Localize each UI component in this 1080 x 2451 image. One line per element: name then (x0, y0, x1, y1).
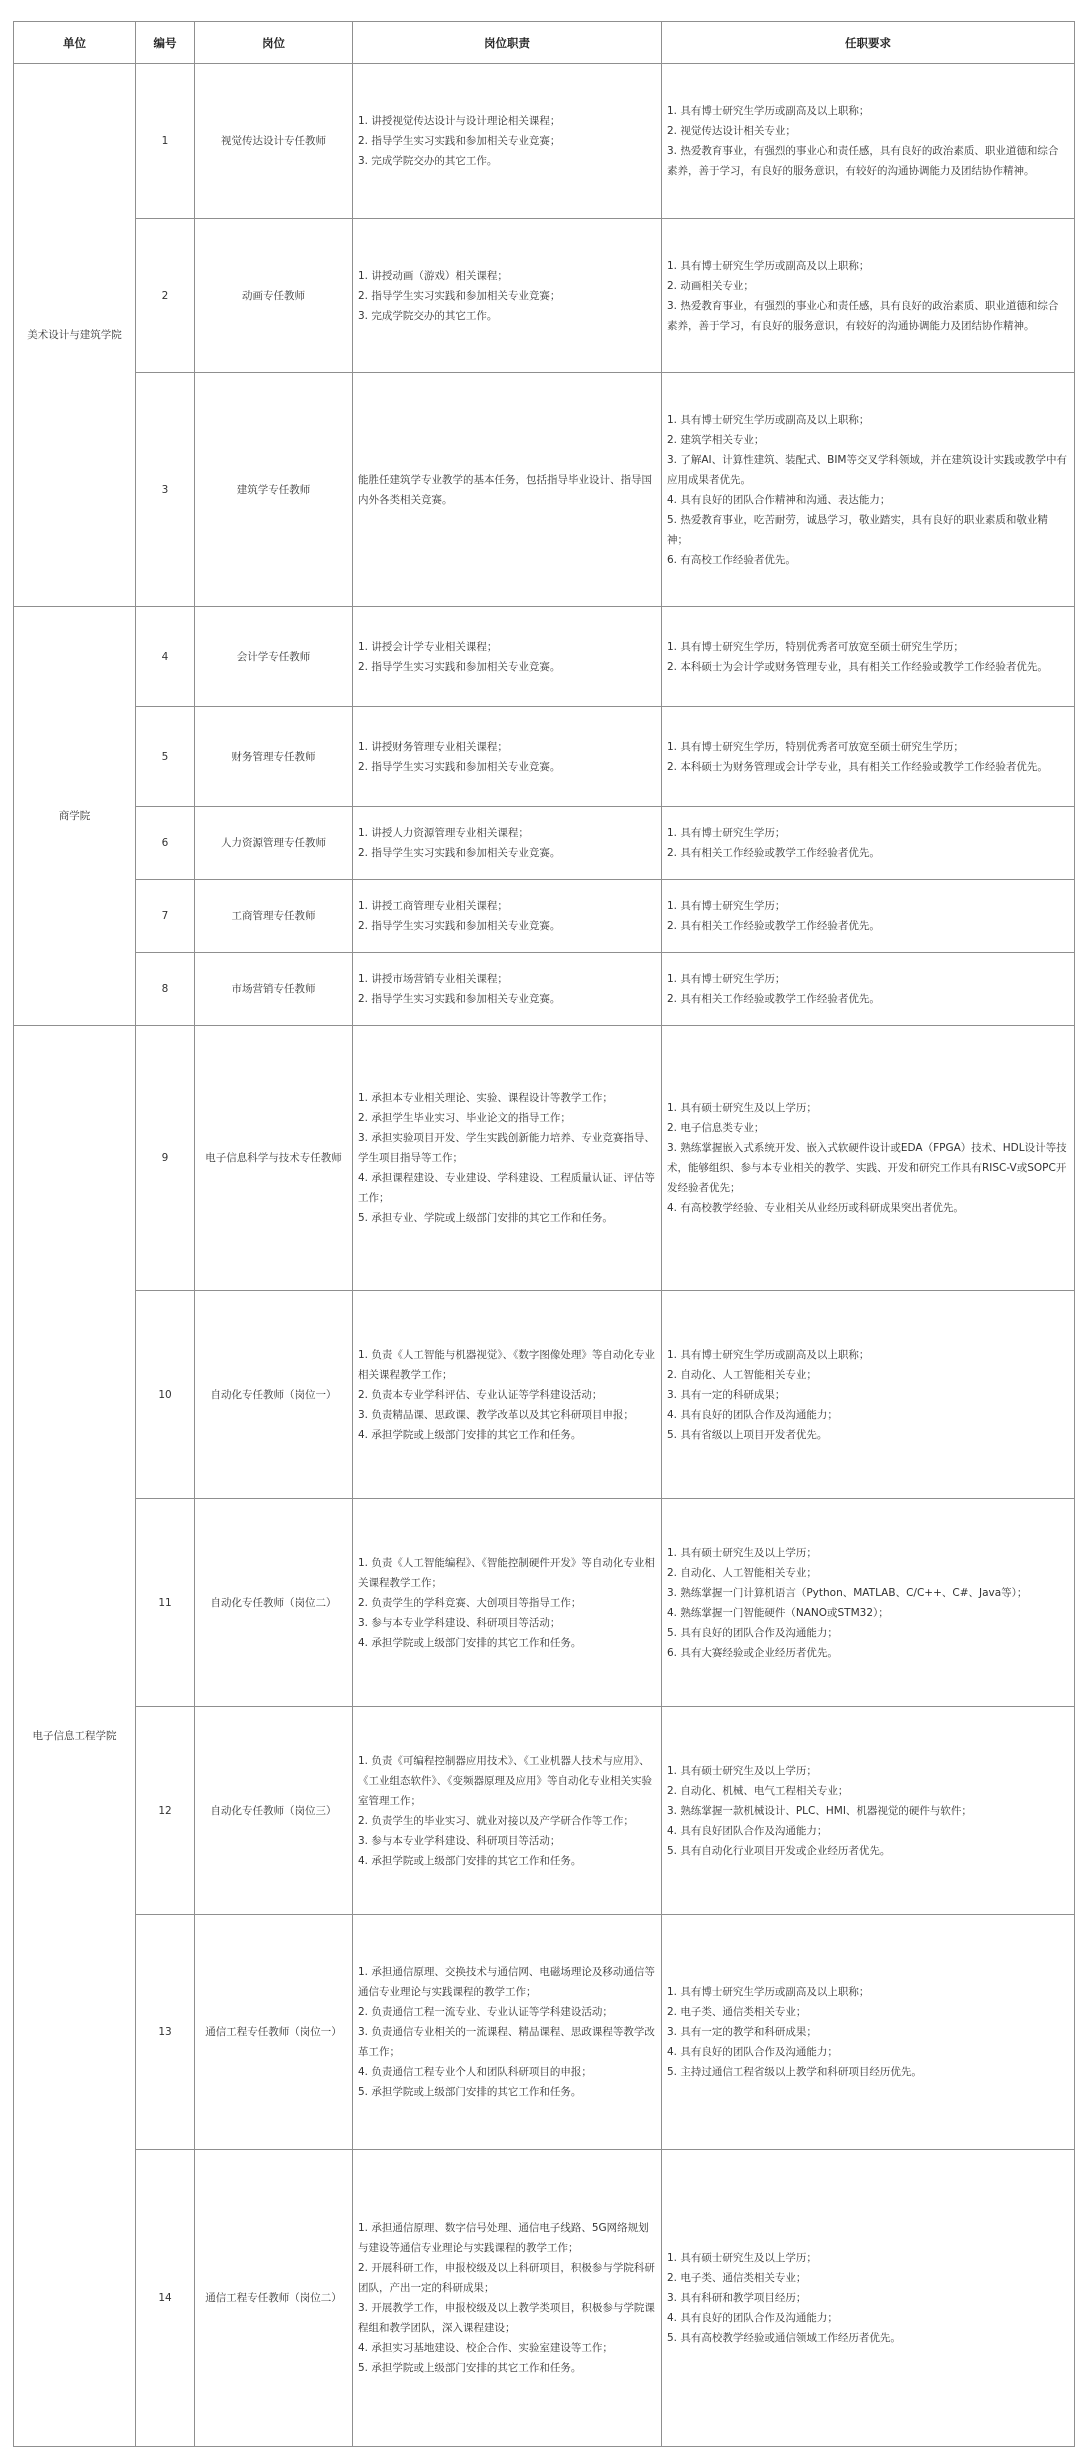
requirement-line: 2. 具有相关工作经验或教学工作经验者优先。 (667, 920, 880, 932)
requirement-line: 5. 具有良好的团队合作及沟通能力； (667, 1626, 838, 1639)
duty-line: 1. 讲授工商管理专业相关课程； (358, 900, 508, 912)
duty-line: 2. 负责学生的学科竞赛、大创项目等指导工作； (358, 1596, 582, 1609)
requirements-cell (662, 1707, 1075, 1915)
duties-cell (353, 880, 662, 953)
number-cell: 7 (136, 880, 195, 953)
number-cell: 5 (136, 707, 195, 807)
number-cell: 1 (136, 64, 195, 219)
requirements-cell (662, 707, 1075, 807)
header-requirements: 任职要求 (662, 22, 1075, 64)
duty-line: 5. 承担学院或上级部门安排的其它工作和任务。 (358, 2086, 582, 2098)
requirement-line: 2. 自动化、机械、电气工程相关专业； (667, 1784, 849, 1797)
requirement-line: 2. 建筑学相关专业； (667, 433, 765, 446)
header-post: 岗位 (195, 22, 353, 64)
duty-line: 2. 指导学生实习实践和参加相关专业竞赛； (358, 289, 561, 302)
duty-line: 2. 负责通信工程一流专业、专业认证等学科建设活动； (358, 2006, 613, 2018)
requirement-line: 2. 具有相关工作经验或教学工作经验者优先。 (667, 847, 880, 859)
table-row (14, 707, 1075, 807)
requirement-line: 2. 视觉传达设计相关专业； (667, 125, 796, 137)
requirement-line: 1. 具有硕士研究生及以上学历； (667, 1102, 817, 1114)
number-cell: 4 (136, 607, 195, 707)
requirement-line: 4. 有高校教学经验、专业相关从业经历或科研成果突出者优先。 (667, 1202, 964, 1214)
requirement-line: 1. 具有硕士研究生及以上学历； (667, 1764, 817, 1777)
table-body (14, 64, 1075, 2447)
duty-line: 1. 承担本专业相关理论、实验、课程设计等教学工作； (358, 1092, 613, 1104)
post-cell: 自动化专任教师（岗位三） (195, 1707, 353, 1915)
number-cell: 3 (136, 373, 195, 607)
duty-line: 3. 负责精品课、思政课、教学改革以及其它科研项目申报； (358, 1408, 634, 1421)
duty-line: 3. 承担实验项目开发、学生实践创新能力培养、专业竞赛指导、学生项目指导等工作； (358, 1132, 655, 1164)
header-number: 编号 (136, 22, 195, 64)
duty-line: 3. 负责通信专业相关的一流课程、精品课程、思政课程等教学改革工作； (358, 2026, 655, 2058)
requirement-line: 3. 熟练掌握一款机械设计、PLC、HMI、机器视觉的硬件与软件； (667, 1804, 972, 1817)
requirement-line: 4. 具有良好的团队合作及沟通能力； (667, 1408, 838, 1421)
post-cell: 通信工程专任教师（岗位一） (195, 1915, 353, 2150)
recruitment-table-sheet (13, 21, 1074, 2447)
requirements-cell (662, 953, 1075, 1026)
number-cell: 8 (136, 953, 195, 1026)
post-cell: 自动化专任教师（岗位二） (195, 1499, 353, 1707)
duty-line: 2. 开展科研工作，申报校级及以上科研项目，积极参与学院科研团队，产出一定的科研成果； (358, 2262, 655, 2294)
duty-line: 4. 承担学院或上级部门安排的其它工作和任务。 (358, 1854, 582, 1867)
duty-line: 3. 开展教学工作，申报校级及以上教学类项目，积极参与学院课程组和教学团队，深入课程建设； (358, 2302, 655, 2334)
requirement-line: 2. 电子信息类专业； (667, 1122, 765, 1134)
requirement-line: 5. 热爱教育事业，吃苦耐劳，诚恳学习，敬业踏实，具有良好的职业素质和敬业精神； (667, 513, 1048, 546)
requirement-line: 5. 具有高校教学经验或通信领域工作经历者优先。 (667, 2332, 901, 2344)
duty-line: 1. 承担通信原理、交换技术与通信网、电磁场理论及移动通信等通信专业理论与实践课程的教学工作； (358, 1966, 655, 1998)
requirement-line: 1. 具有博士研究生学历； (667, 827, 786, 839)
duty-line: 3. 参与本专业学科建设、科研项目等活动； (358, 1834, 561, 1847)
requirement-line: 3. 具有一定的科研成果； (667, 1388, 786, 1401)
table-row (14, 880, 1075, 953)
duty-line: 3. 完成学院交办的其它工作。 (358, 155, 498, 167)
duty-line: 2. 指导学生实习实践和参加相关专业竞赛。 (358, 760, 561, 773)
duty-line: 1. 负责《人工智能与机器视觉》、《数字图像处理》等自动化专业相关课程教学工作； (358, 1348, 655, 1381)
table-row (14, 807, 1075, 880)
number-cell: 10 (136, 1291, 195, 1499)
requirement-line: 3. 热爱教育事业，有强烈的事业心和责任感，具有良好的政治素质、职业道德和综合素养，善于学习，有良好的服务意识，有较好的沟通协调能力及团结协作精神。 (667, 299, 1059, 332)
header-duties: 岗位职责 (353, 22, 662, 64)
requirements-cell (662, 373, 1075, 607)
requirement-line: 5. 主持过通信工程省级以上教学和科研项目经历优先。 (667, 2066, 922, 2078)
requirements-cell (662, 1915, 1075, 2150)
duty-line: 4. 负责通信工程专业个人和团队科研项目的申报； (358, 2066, 592, 2078)
post-cell: 自动化专任教师（岗位一） (195, 1291, 353, 1499)
post-cell: 市场营销专任教师 (195, 953, 353, 1026)
requirement-line: 1. 具有博士研究生学历； (667, 973, 786, 985)
requirement-line: 5. 具有省级以上项目开发者优先。 (667, 1428, 828, 1441)
recruitment-table (13, 21, 1075, 2447)
duty-line: 3. 参与本专业学科建设、科研项目等活动； (358, 1616, 561, 1629)
duty-line: 2. 负责本专业学科评估、专业认证等学科建设活动； (358, 1388, 603, 1401)
requirement-line: 2. 本科硕士为财务管理或会计学专业，具有相关工作经验或教学工作经验者优先。 (667, 760, 1048, 773)
number-cell: 6 (136, 807, 195, 880)
requirement-line: 1. 具有硕士研究生及以上学历； (667, 2252, 817, 2264)
requirement-line: 4. 具有良好团队合作及沟通能力； (667, 1824, 828, 1837)
duty-line: 4. 承担课程建设、专业建设、学科建设、工程质量认证、评估等工作； (358, 1172, 655, 1204)
requirement-line: 2. 具有相关工作经验或教学工作经验者优先。 (667, 993, 880, 1005)
requirement-line: 2. 动画相关专业； (667, 279, 754, 292)
requirements-cell (662, 64, 1075, 219)
duties-cell (353, 1291, 662, 1499)
duty-line: 4. 承担实习基地建设、校企合作、实验室建设等工作； (358, 2342, 613, 2354)
table-row (14, 373, 1075, 607)
requirement-line: 1. 具有博士研究生学历或副高及以上职称； (667, 1348, 870, 1361)
duty-line: 2. 指导学生实习实践和参加相关专业竞赛。 (358, 847, 561, 859)
requirement-line: 1. 具有博士研究生学历； (667, 900, 786, 912)
header-unit: 单位 (14, 22, 136, 64)
requirements-cell (662, 2150, 1075, 2447)
requirement-line: 4. 具有良好的团队合作及沟通能力； (667, 2046, 838, 2058)
requirement-line: 1. 具有博士研究生学历或副高及以上职称； (667, 413, 870, 426)
duty-line: 2. 指导学生实习实践和参加相关专业竞赛。 (358, 920, 561, 932)
requirement-line: 2. 自动化、人工智能相关专业； (667, 1566, 817, 1579)
duty-line: 1. 负责《人工智能编程》、《智能控制硬件开发》等自动化专业相关课程教学工作； (358, 1556, 655, 1589)
requirement-line: 1. 具有博士研究生学历或副高及以上职称； (667, 1986, 870, 1998)
duty-line: 2. 指导学生实习实践和参加相关专业竞赛。 (358, 993, 561, 1005)
requirements-cell (662, 807, 1075, 880)
table-row (14, 1499, 1075, 1707)
duty-line: 4. 承担学院或上级部门安排的其它工作和任务。 (358, 1636, 582, 1649)
post-cell: 财务管理专任教师 (195, 707, 353, 807)
duty-line: 5. 承担学院或上级部门安排的其它工作和任务。 (358, 2362, 582, 2374)
number-cell: 12 (136, 1707, 195, 1915)
duty-line: 2. 承担学生毕业实习、毕业论文的指导工作； (358, 1112, 571, 1124)
requirement-line: 6. 具有大赛经验或企业经历者优先。 (667, 1646, 838, 1659)
duties-cell (353, 807, 662, 880)
post-cell: 人力资源管理专任教师 (195, 807, 353, 880)
requirement-line: 3. 熟练掌握嵌入式系统开发、嵌入式软硬件设计或EDA（FPGA）技术、HDL设计等技术，能够组织、参与本专业相关的教学、实践、开发和研究工作具有RISC-V或SOPC开发经验者优先； (667, 1142, 1067, 1194)
duty-line: 1. 讲授人力资源管理专业相关课程； (358, 827, 529, 839)
duties-cell (353, 373, 662, 607)
duty-line: 2. 指导学生实习实践和参加相关专业竞赛； (358, 135, 561, 147)
post-cell: 会计学专任教师 (195, 607, 353, 707)
duty-line: 2. 负责学生的毕业实习、就业对接以及产学研合作等工作； (358, 1814, 634, 1827)
table-row (14, 953, 1075, 1026)
requirement-line: 1. 具有博士研究生学历，特别优秀者可放宽至硕士研究生学历； (667, 740, 964, 753)
requirement-line: 4. 具有良好的团队合作精神和沟通、表达能力； (667, 493, 891, 506)
duties-cell (353, 64, 662, 219)
requirement-line: 4. 具有良好的团队合作及沟通能力； (667, 2312, 838, 2324)
duties-cell (353, 1026, 662, 1291)
requirement-line: 3. 具有一定的教学和科研成果； (667, 2026, 817, 2038)
post-cell: 动画专任教师 (195, 219, 353, 373)
duty-line: 1. 负责《可编程控制器应用技术》、《工业机器人技术与应用》、《工业组态软件》、《变频器原理及应用》等自动化专业相关实验室管理工作； (358, 1754, 652, 1807)
duty-line: 1. 承担通信原理、数字信号处理、通信电子线路、5G网络规划与建设等通信专业理论与实践课程的教学工作； (358, 2222, 649, 2254)
requirement-line: 1. 具有博士研究生学历或副高及以上职称； (667, 259, 870, 272)
requirements-cell (662, 1291, 1075, 1499)
requirement-line: 5. 具有自动化行业项目开发或企业经历者优先。 (667, 1844, 891, 1857)
duty-line: 4. 承担学院或上级部门安排的其它工作和任务。 (358, 1428, 582, 1441)
post-cell: 工商管理专任教师 (195, 880, 353, 953)
requirement-line: 2. 电子类、通信类相关专业； (667, 2006, 807, 2018)
duty-line: 1. 讲授会计学专业相关课程； (358, 640, 498, 653)
number-cell: 2 (136, 219, 195, 373)
duty-line: 1. 讲授财务管理专业相关课程； (358, 740, 508, 753)
requirements-cell (662, 1026, 1075, 1291)
duties-cell (353, 1707, 662, 1915)
table-row (14, 1026, 1075, 1291)
requirement-line: 4. 熟练掌握一门智能硬件（NANO或STM32）； (667, 1606, 889, 1619)
table-row (14, 2150, 1075, 2447)
duty-line: 1. 讲授视觉传达设计与设计理论相关课程； (358, 115, 561, 127)
duty-line: 1. 讲授市场营销专业相关课程； (358, 973, 508, 985)
post-cell: 电子信息科学与技术专任教师 (195, 1026, 353, 1291)
duty-line: 1. 讲授动画（游戏）相关课程； (358, 269, 508, 282)
duty-line: 能胜任建筑学专业教学的基本任务，包括指导毕业设计、指导国内外各类相关竞赛。 (358, 473, 652, 506)
post-cell: 通信工程专任教师（岗位二） (195, 2150, 353, 2447)
requirement-line: 3. 了解AI、计算性建筑、装配式、BIM等交叉学科领域，并在建筑设计实践或教学中有应用成果者优先。 (667, 453, 1067, 486)
table-row (14, 1291, 1075, 1499)
unit-cell: 美术设计与建筑学院 (14, 64, 136, 607)
duties-cell (353, 1499, 662, 1707)
requirement-line: 1. 具有博士研究生学历或副高及以上职称； (667, 105, 870, 117)
number-cell: 13 (136, 1915, 195, 2150)
requirement-line: 1. 具有博士研究生学历，特别优秀者可放宽至硕士研究生学历； (667, 640, 964, 653)
number-cell: 11 (136, 1499, 195, 1707)
duties-cell (353, 707, 662, 807)
requirements-cell (662, 219, 1075, 373)
table-row (14, 64, 1075, 219)
duties-cell (353, 219, 662, 373)
post-cell: 视觉传达设计专任教师 (195, 64, 353, 219)
unit-cell: 电子信息工程学院 (14, 1026, 136, 2447)
requirement-line: 3. 具有科研和教学项目经历； (667, 2292, 807, 2304)
number-cell: 14 (136, 2150, 195, 2447)
requirement-line: 2. 自动化、人工智能相关专业； (667, 1368, 817, 1381)
duty-line: 5. 承担专业、学院或上级部门安排的其它工作和任务。 (358, 1212, 613, 1224)
requirement-line: 6. 有高校工作经验者优先。 (667, 553, 796, 566)
duties-cell (353, 953, 662, 1026)
requirements-cell (662, 880, 1075, 953)
requirement-line: 3. 热爱教育事业，有强烈的事业心和责任感，具有良好的政治素质、职业道德和综合素养，善于学习，有良好的服务意识，有较好的沟通协调能力及团结协作精神。 (667, 145, 1059, 177)
unit-cell: 商学院 (14, 607, 136, 1026)
duty-line: 3. 完成学院交办的其它工作。 (358, 309, 498, 322)
table-row (14, 1915, 1075, 2150)
table-row (14, 219, 1075, 373)
table-row (14, 1707, 1075, 1915)
duties-cell (353, 2150, 662, 2447)
requirement-line: 2. 本科硕士为会计学或财务管理专业，具有相关工作经验或教学工作经验者优先。 (667, 660, 1048, 673)
post-cell: 建筑学专任教师 (195, 373, 353, 607)
duties-cell (353, 1915, 662, 2150)
duty-line: 2. 指导学生实习实践和参加相关专业竞赛。 (358, 660, 561, 673)
requirement-line: 1. 具有硕士研究生及以上学历； (667, 1546, 817, 1559)
duties-cell (353, 607, 662, 707)
requirement-line: 2. 电子类、通信类相关专业； (667, 2272, 807, 2284)
number-cell: 9 (136, 1026, 195, 1291)
header-row (14, 22, 1075, 64)
requirements-cell (662, 1499, 1075, 1707)
requirements-cell (662, 607, 1075, 707)
table-row (14, 607, 1075, 707)
requirement-line: 3. 熟练掌握一门计算机语言（Python、MATLAB、C/C++、C#、Java等）； (667, 1586, 1028, 1599)
